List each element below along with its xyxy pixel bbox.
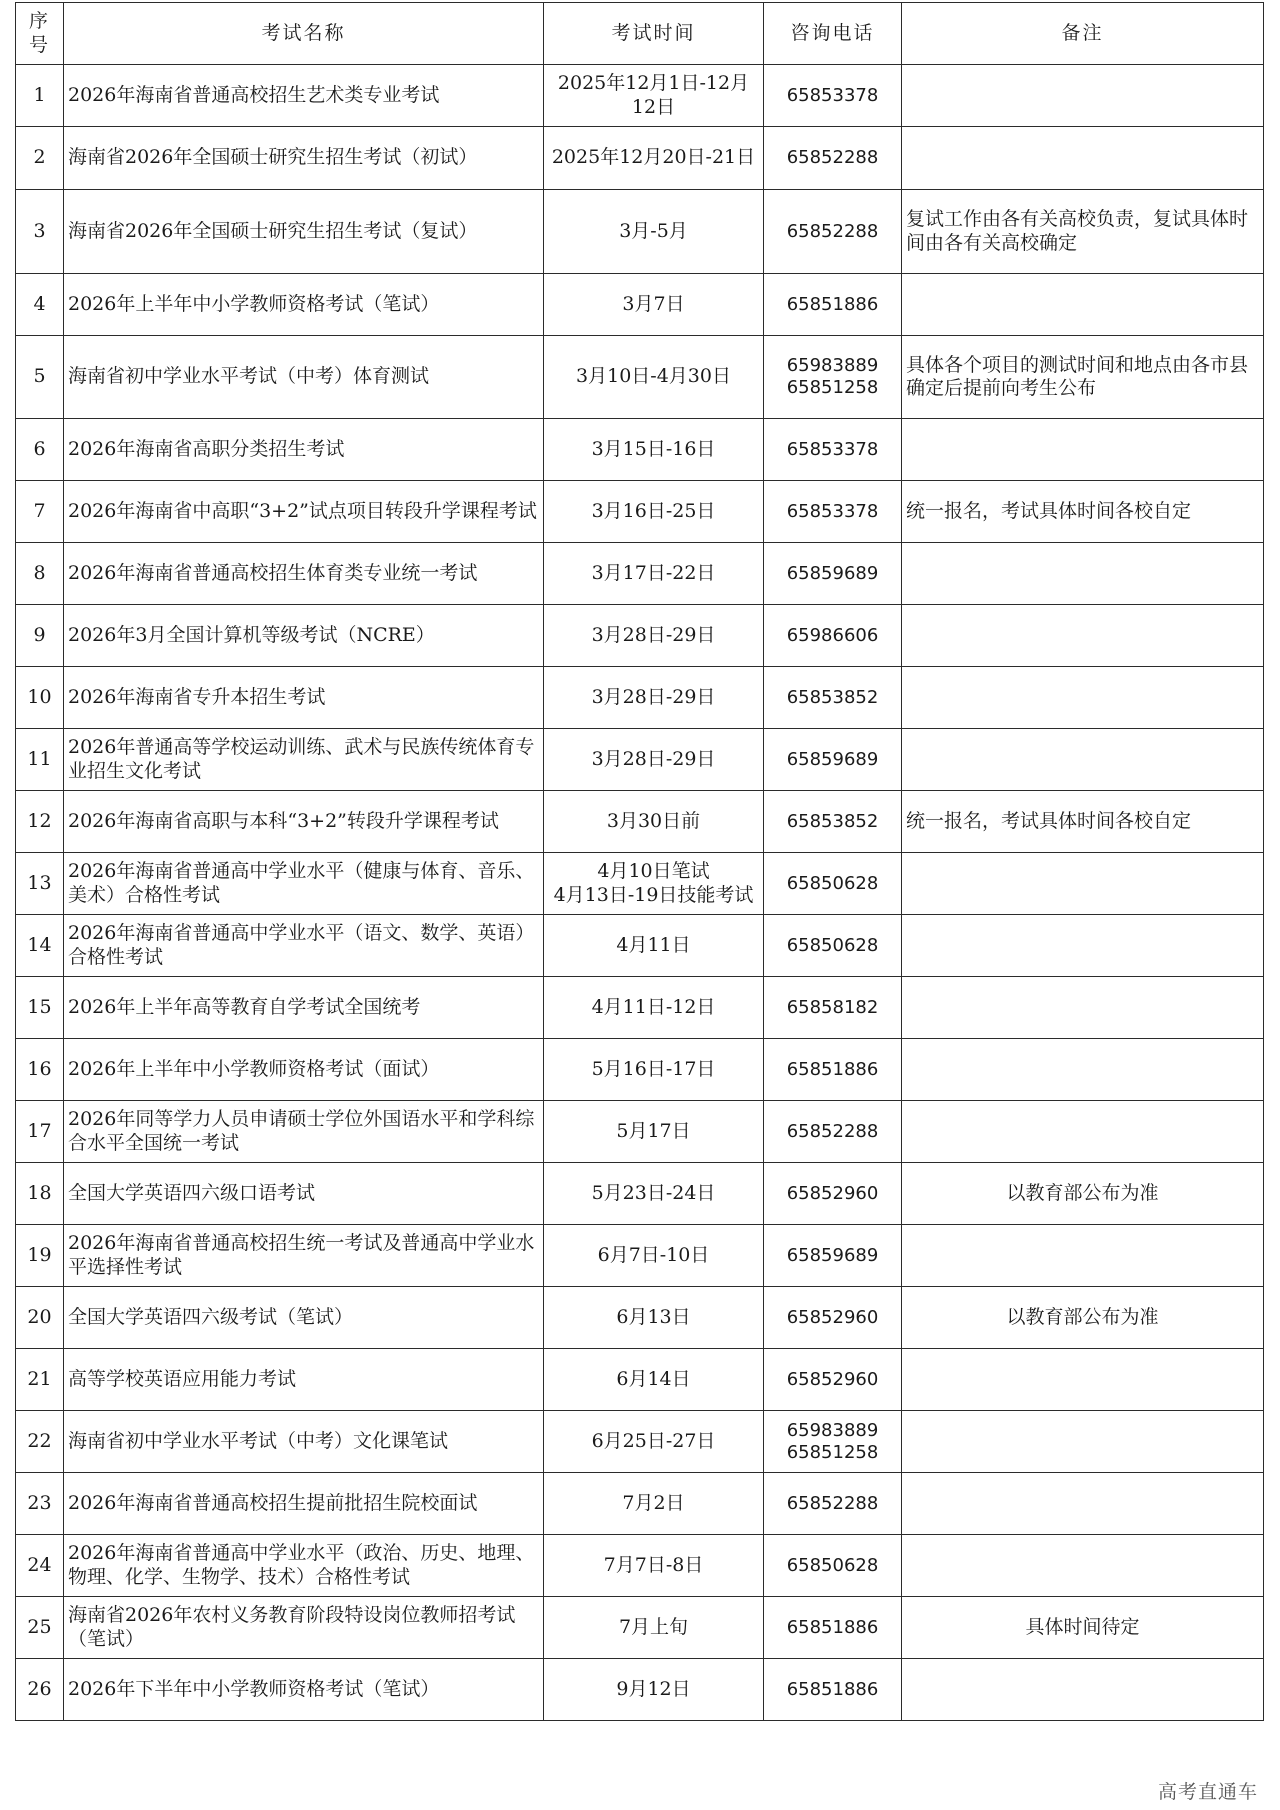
cell-note (902, 1535, 1264, 1597)
cell-index: 5 (16, 336, 64, 419)
cell-exam-name: 2026年海南省普通高中学业水平（健康与体育、音乐、 美术）合格性考试 (64, 853, 544, 915)
cell-phone: 65850628 (764, 1535, 902, 1597)
table-row (16, 1163, 1264, 1225)
cell-exam-time: 3月10日-4月30日 (544, 336, 764, 419)
cell-phone: 65852288 (764, 1473, 902, 1535)
cell-index: 9 (16, 605, 64, 667)
cell-exam-time: 4月10日笔试 4月13日-19日技能考试 (544, 853, 764, 915)
cell-note (902, 1349, 1264, 1411)
table-row (16, 667, 1264, 729)
cell-note (902, 1411, 1264, 1473)
cell-exam-time: 6月25日-27日 (544, 1411, 764, 1473)
cell-note (902, 274, 1264, 336)
cell-note (902, 419, 1264, 481)
cell-index: 14 (16, 915, 64, 977)
cell-exam-time: 4月11日 (544, 915, 764, 977)
cell-exam-name: 海南省2026年农村义务教育阶段特设岗位教师招考试 （笔试） (64, 1597, 544, 1659)
table-body (16, 65, 1264, 1721)
table-row (16, 1039, 1264, 1101)
cell-phone: 65859689 (764, 543, 902, 605)
cell-exam-name: 海南省初中学业水平考试（中考）文化课笔试 (64, 1411, 544, 1473)
cell-exam-time: 3月28日-29日 (544, 605, 764, 667)
cell-phone: 65986606 (764, 605, 902, 667)
cell-phone: 65853378 (764, 65, 902, 127)
cell-exam-name: 全国大学英语四六级口语考试 (64, 1163, 544, 1225)
cell-index: 4 (16, 274, 64, 336)
cell-exam-name: 2026年海南省普通高校招生体育类专业统一考试 (64, 543, 544, 605)
table-row (16, 1225, 1264, 1287)
table-row (16, 1535, 1264, 1597)
cell-phone: 65983889 65851258 (764, 1411, 902, 1473)
cell-exam-name: 2026年上半年中小学教师资格考试（笔试） (64, 274, 544, 336)
cell-index: 22 (16, 1411, 64, 1473)
cell-note (902, 1659, 1264, 1721)
cell-exam-time: 7月上旬 (544, 1597, 764, 1659)
table-row (16, 1659, 1264, 1721)
cell-index: 25 (16, 1597, 64, 1659)
cell-note (902, 729, 1264, 791)
watermark-text: 高考直通车 (1157, 1781, 1258, 1803)
cell-index: 24 (16, 1535, 64, 1597)
cell-note (902, 977, 1264, 1039)
cell-note: 统一报名，考试具体时间各校自定 (902, 481, 1264, 543)
header-exam-name: 考试名称 (64, 3, 544, 65)
table-row (16, 419, 1264, 481)
cell-note (902, 1225, 1264, 1287)
cell-phone: 65852960 (764, 1349, 902, 1411)
cell-exam-name: 2026年海南省专升本招生考试 (64, 667, 544, 729)
cell-exam-time: 5月16日-17日 (544, 1039, 764, 1101)
exam-schedule-table (15, 2, 1264, 1721)
cell-index: 3 (16, 190, 64, 274)
cell-exam-time: 3月17日-22日 (544, 543, 764, 605)
table-header-row (16, 3, 1264, 65)
header-phone: 咨询电话 (764, 3, 902, 65)
cell-exam-time: 3月-5月 (544, 190, 764, 274)
table-row (16, 729, 1264, 791)
table-row (16, 65, 1264, 127)
table-row (16, 915, 1264, 977)
table-row (16, 127, 1264, 190)
cell-exam-name: 高等学校英语应用能力考试 (64, 1349, 544, 1411)
table-row (16, 190, 1264, 274)
cell-index: 18 (16, 1163, 64, 1225)
cell-phone: 65983889 65851258 (764, 336, 902, 419)
cell-exam-name: 2026年下半年中小学教师资格考试（笔试） (64, 1659, 544, 1721)
cell-index: 1 (16, 65, 64, 127)
cell-phone: 65852960 (764, 1163, 902, 1225)
cell-index: 15 (16, 977, 64, 1039)
cell-note (902, 127, 1264, 190)
cell-index: 19 (16, 1225, 64, 1287)
cell-note (902, 915, 1264, 977)
cell-exam-name: 2026年海南省中高职“3+2”试点项目转段升学课程考试 (64, 481, 544, 543)
cell-phone: 65852960 (764, 1287, 902, 1349)
cell-exam-name: 2026年海南省高职与本科“3+2”转段升学课程考试 (64, 791, 544, 853)
cell-exam-time: 7月2日 (544, 1473, 764, 1535)
cell-note: 统一报名，考试具体时间各校自定 (902, 791, 1264, 853)
cell-index: 12 (16, 791, 64, 853)
header-index: 序号 (16, 3, 64, 65)
cell-note (902, 1473, 1264, 1535)
header-exam-time: 考试时间 (544, 3, 764, 65)
cell-exam-time: 3月30日前 (544, 791, 764, 853)
table-row (16, 336, 1264, 419)
cell-exam-name: 2026年海南省普通高校招生艺术类专业考试 (64, 65, 544, 127)
cell-note (902, 667, 1264, 729)
table-row (16, 481, 1264, 543)
table-row (16, 1349, 1264, 1411)
table-row (16, 791, 1264, 853)
cell-index: 8 (16, 543, 64, 605)
cell-exam-time: 6月7日-10日 (544, 1225, 764, 1287)
cell-exam-time: 2025年12月20日-21日 (544, 127, 764, 190)
cell-phone: 65851886 (764, 1039, 902, 1101)
cell-index: 11 (16, 729, 64, 791)
cell-index: 23 (16, 1473, 64, 1535)
cell-exam-time: 6月13日 (544, 1287, 764, 1349)
table-row (16, 605, 1264, 667)
cell-phone: 65853852 (764, 791, 902, 853)
table-row (16, 1473, 1264, 1535)
cell-index: 26 (16, 1659, 64, 1721)
cell-note: 以教育部公布为准 (902, 1163, 1264, 1225)
cell-note: 具体各个项目的测试时间和地点由各市县确定后提前向考生公布 (902, 336, 1264, 419)
cell-index: 20 (16, 1287, 64, 1349)
cell-phone: 65859689 (764, 729, 902, 791)
cell-index: 21 (16, 1349, 64, 1411)
cell-index: 7 (16, 481, 64, 543)
cell-note (902, 65, 1264, 127)
cell-phone: 65852288 (764, 1101, 902, 1163)
cell-exam-time: 9月12日 (544, 1659, 764, 1721)
table-row (16, 1411, 1264, 1473)
cell-phone: 65853852 (764, 667, 902, 729)
cell-note: 具体时间待定 (902, 1597, 1264, 1659)
cell-exam-time: 6月14日 (544, 1349, 764, 1411)
cell-exam-name: 2026年上半年高等教育自学考试全国统考 (64, 977, 544, 1039)
cell-exam-name: 2026年同等学力人员申请硕士学位外国语水平和学科综合水平全国统一考试 (64, 1101, 544, 1163)
header-note: 备注 (902, 3, 1264, 65)
table-row (16, 1101, 1264, 1163)
cell-exam-time: 3月28日-29日 (544, 729, 764, 791)
cell-exam-time: 5月17日 (544, 1101, 764, 1163)
cell-phone: 65859689 (764, 1225, 902, 1287)
table-row (16, 1287, 1264, 1349)
cell-phone: 65852288 (764, 190, 902, 274)
cell-phone: 65851886 (764, 1659, 902, 1721)
cell-exam-time: 2025年12月1日-12月12日 (544, 65, 764, 127)
cell-index: 17 (16, 1101, 64, 1163)
cell-phone: 65850628 (764, 915, 902, 977)
cell-index: 13 (16, 853, 64, 915)
cell-exam-name: 2026年海南省普通高中学业水平（政治、历史、地理、 物理、化学、生物学、技术）合格性考试 (64, 1535, 544, 1597)
cell-note (902, 543, 1264, 605)
cell-index: 6 (16, 419, 64, 481)
cell-exam-name: 海南省2026年全国硕士研究生招生考试（初试） (64, 127, 544, 190)
cell-note: 以教育部公布为准 (902, 1287, 1264, 1349)
cell-exam-name: 海南省初中学业水平考试（中考）体育测试 (64, 336, 544, 419)
cell-note (902, 605, 1264, 667)
cell-note (902, 853, 1264, 915)
cell-note (902, 1039, 1264, 1101)
cell-phone: 65852288 (764, 127, 902, 190)
cell-exam-name: 2026年3月全国计算机等级考试（NCRE） (64, 605, 544, 667)
cell-exam-name: 2026年海南省普通高校招生提前批招生院校面试 (64, 1473, 544, 1535)
cell-note (902, 1101, 1264, 1163)
cell-exam-time: 4月11日-12日 (544, 977, 764, 1039)
cell-phone: 65851886 (764, 1597, 902, 1659)
cell-exam-time: 7月7日-8日 (544, 1535, 764, 1597)
cell-index: 16 (16, 1039, 64, 1101)
cell-note: 复试工作由各有关高校负责，复试具体时间由各有关高校确定 (902, 190, 1264, 274)
table-row (16, 977, 1264, 1039)
cell-exam-time: 3月7日 (544, 274, 764, 336)
cell-exam-time: 5月23日-24日 (544, 1163, 764, 1225)
cell-phone: 65850628 (764, 853, 902, 915)
cell-exam-time: 3月15日-16日 (544, 419, 764, 481)
cell-phone: 65853378 (764, 419, 902, 481)
table-row (16, 1597, 1264, 1659)
table-row (16, 274, 1264, 336)
cell-exam-name: 2026年普通高等学校运动训练、武术与民族传统体育专业招生文化考试 (64, 729, 544, 791)
cell-phone: 65853378 (764, 481, 902, 543)
cell-exam-name: 海南省2026年全国硕士研究生招生考试（复试） (64, 190, 544, 274)
cell-exam-name: 2026年海南省普通高中学业水平（语文、数学、英语） 合格性考试 (64, 915, 544, 977)
cell-phone: 65858182 (764, 977, 902, 1039)
table-row (16, 543, 1264, 605)
cell-exam-time: 3月16日-25日 (544, 481, 764, 543)
cell-index: 10 (16, 667, 64, 729)
table-row (16, 853, 1264, 915)
cell-exam-name: 全国大学英语四六级考试（笔试） (64, 1287, 544, 1349)
cell-exam-name: 2026年上半年中小学教师资格考试（面试） (64, 1039, 544, 1101)
cell-index: 2 (16, 127, 64, 190)
cell-exam-name: 2026年海南省普通高校招生统一考试及普通高中学业水平选择性考试 (64, 1225, 544, 1287)
cell-phone: 65851886 (764, 274, 902, 336)
cell-exam-time: 3月28日-29日 (544, 667, 764, 729)
cell-exam-name: 2026年海南省高职分类招生考试 (64, 419, 544, 481)
